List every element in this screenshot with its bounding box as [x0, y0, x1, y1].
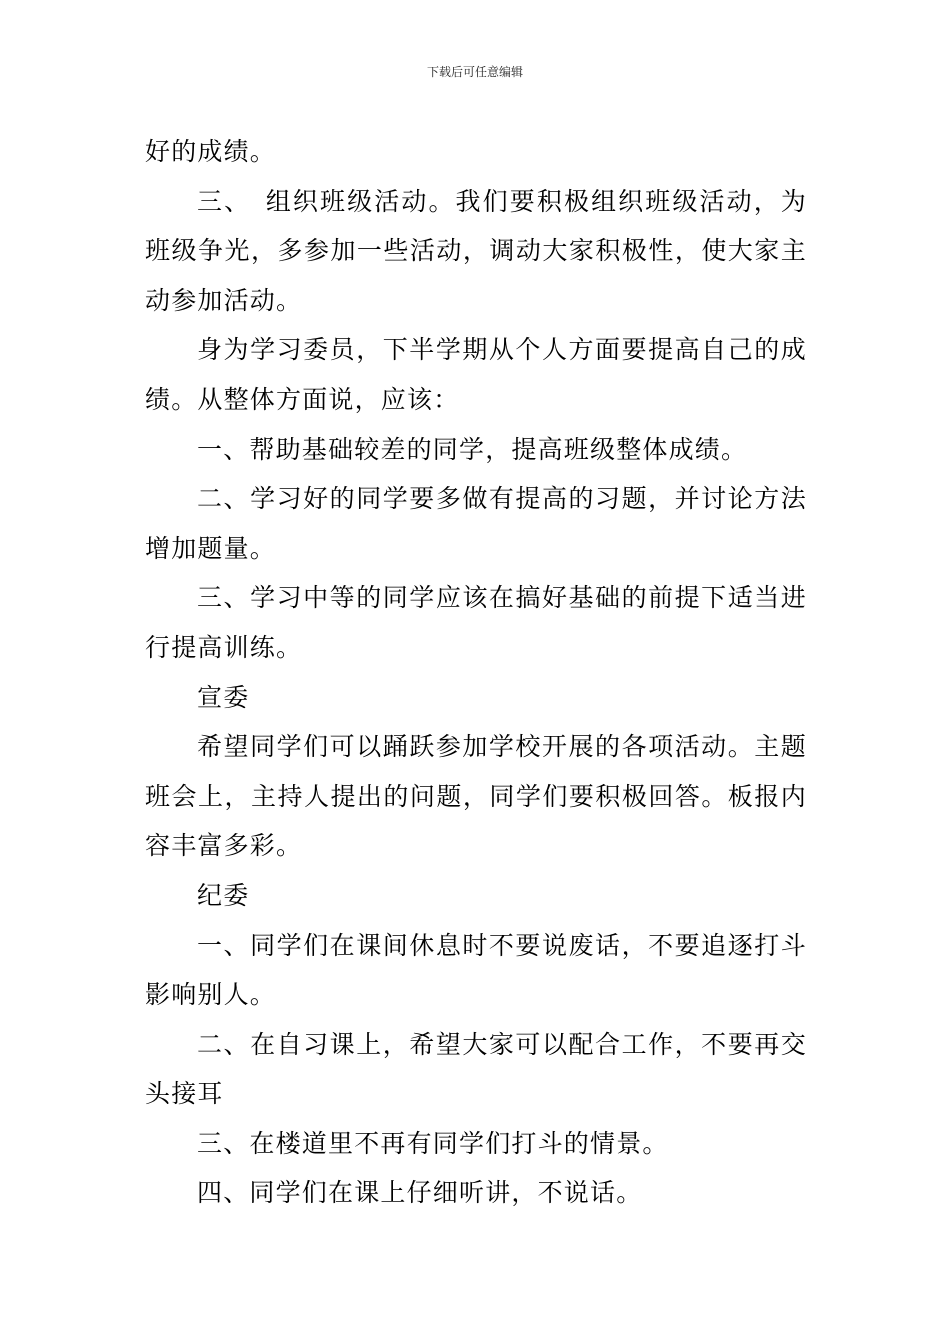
paragraph-12: 三、在楼道里不再有同学们打斗的情景。 [197, 1128, 669, 1158]
paragraph-8: 希望同学们可以踊跃参加学校开展的各项活动。主题班会上，主持人提出的问题，同学们要积极回答。板报内容丰富多彩。 [145, 732, 807, 861]
paragraph-1: 好的成绩。 [145, 137, 277, 166]
paragraph-11: 二、在自习课上，希望大家可以配合工作，不要再交头接耳 [145, 1029, 807, 1109]
paragraph-13: 四、同学们在课上仔细听讲，不说话。 [197, 1178, 643, 1208]
paragraph-3: 身为学习委员，下半学期从个人方面要提高自己的成绩。从整体方面说，应该： [145, 335, 807, 414]
paragraph-2: 三、 组织班级活动。我们要积极组织班级活动，为班级争光，多参加一些活动，调动大家积极性，使大家主动参加活动。 [145, 186, 807, 315]
page-header-note: 下载后可任意编辑 [426, 65, 523, 79]
section-heading-jiwei: 纪委 [197, 880, 250, 910]
document-body [145, 127, 807, 1218]
paragraph-4: 一、帮助基础较差的同学，提高班级整体成绩。 [197, 434, 748, 464]
paragraph-10: 一、同学们在课间休息时不要说废话，不要追逐打斗影响别人。 [145, 930, 807, 1010]
section-heading-xuanwei: 宣委 [197, 682, 250, 712]
paragraph-6: 三、学习中等的同学应该在搞好基础的前提下适当进行提高训练。 [145, 583, 807, 662]
paragraph-5: 二、学习好的同学要多做有提高的习题，并讨论方法增加题量。 [145, 484, 807, 563]
